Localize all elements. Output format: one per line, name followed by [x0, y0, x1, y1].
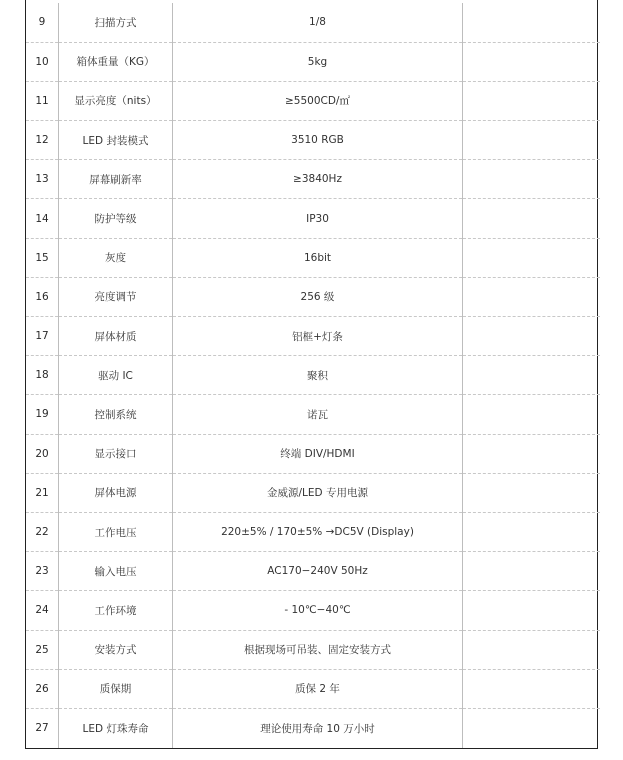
- row-number-cell: 11: [26, 81, 59, 120]
- remark-cell: [463, 199, 601, 238]
- spec-table-frame: [25, 0, 598, 749]
- spec-table-body: [26, 3, 600, 748]
- table-row: [26, 591, 600, 630]
- remark-cell: [463, 81, 601, 120]
- parameter-value-cell: 1/8: [173, 3, 463, 42]
- table-row: [26, 395, 600, 434]
- table-row: [26, 356, 600, 395]
- table-row: [26, 199, 600, 238]
- table-row: [26, 121, 600, 160]
- remark-cell: [463, 552, 601, 591]
- table-row: [26, 512, 600, 551]
- parameter-value-cell: 诺瓦: [173, 395, 463, 434]
- parameter-name-cell: 工作环境: [59, 591, 173, 630]
- parameter-name-cell: 显示接口: [59, 434, 173, 473]
- row-number-cell: 13: [26, 160, 59, 199]
- row-number-cell: 12: [26, 121, 59, 160]
- row-number-cell: 27: [26, 708, 59, 747]
- parameter-name-cell: 质保期: [59, 669, 173, 708]
- parameter-value-cell: 铝框+灯条: [173, 317, 463, 356]
- parameter-name-cell: 屏体材质: [59, 317, 173, 356]
- parameter-name-cell: 亮度调节: [59, 277, 173, 316]
- remark-cell: [463, 395, 601, 434]
- table-row: [26, 630, 600, 669]
- table-row: [26, 42, 600, 81]
- table-row: [26, 277, 600, 316]
- parameter-value-cell: IP30: [173, 199, 463, 238]
- row-number-cell: 19: [26, 395, 59, 434]
- table-row: [26, 81, 600, 120]
- parameter-name-cell: 灰度: [59, 238, 173, 277]
- table-row: [26, 317, 600, 356]
- table-row: [26, 552, 600, 591]
- row-number-cell: 16: [26, 277, 59, 316]
- spec-table: [26, 3, 600, 748]
- row-number-cell: 20: [26, 434, 59, 473]
- parameter-value-cell: 金威源/LED 专用电源: [173, 473, 463, 512]
- parameter-name-cell: 屏幕刷新率: [59, 160, 173, 199]
- parameter-value-cell: ≥3840Hz: [173, 160, 463, 199]
- parameter-name-cell: 箱体重量（KG）: [59, 42, 173, 81]
- table-row: [26, 669, 600, 708]
- parameter-value-cell: 220±5% / 170±5% →DC5V (Display): [173, 512, 463, 551]
- parameter-value-cell: 聚积: [173, 356, 463, 395]
- remark-cell: [463, 669, 601, 708]
- parameter-value-cell: 根据现场可吊装、固定安装方式: [173, 630, 463, 669]
- remark-cell: [463, 630, 601, 669]
- parameter-name-cell: 安装方式: [59, 630, 173, 669]
- parameter-name-cell: LED 灯珠寿命: [59, 708, 173, 747]
- remark-cell: [463, 708, 601, 747]
- remark-cell: [463, 238, 601, 277]
- remark-cell: [463, 42, 601, 81]
- parameter-name-cell: 防护等级: [59, 199, 173, 238]
- parameter-value-cell: ≥5500CD/㎡: [173, 81, 463, 120]
- parameter-name-cell: 工作电压: [59, 512, 173, 551]
- remark-cell: [463, 512, 601, 551]
- row-number-cell: 10: [26, 42, 59, 81]
- remark-cell: [463, 591, 601, 630]
- table-row: [26, 434, 600, 473]
- row-number-cell: 17: [26, 317, 59, 356]
- parameter-value-cell: AC170−240V 50Hz: [173, 552, 463, 591]
- parameter-name-cell: 输入电压: [59, 552, 173, 591]
- row-number-cell: 26: [26, 669, 59, 708]
- table-row: [26, 238, 600, 277]
- parameter-name-cell: 控制系统: [59, 395, 173, 434]
- remark-cell: [463, 356, 601, 395]
- parameter-value-cell: 终端 DIV/HDMI: [173, 434, 463, 473]
- remark-cell: [463, 121, 601, 160]
- remark-cell: [463, 277, 601, 316]
- parameter-value-cell: 理论使用寿命 10 万小时: [173, 708, 463, 747]
- parameter-name-cell: 屏体电源: [59, 473, 173, 512]
- row-number-cell: 15: [26, 238, 59, 277]
- parameter-value-cell: 5kg: [173, 42, 463, 81]
- row-number-cell: 24: [26, 591, 59, 630]
- parameter-name-cell: LED 封装模式: [59, 121, 173, 160]
- parameter-name-cell: 显示亮度（nits）: [59, 81, 173, 120]
- parameter-value-cell: 256 级: [173, 277, 463, 316]
- table-row: [26, 708, 600, 747]
- table-row: [26, 160, 600, 199]
- remark-cell: [463, 473, 601, 512]
- remark-cell: [463, 160, 601, 199]
- remark-cell: [463, 317, 601, 356]
- row-number-cell: 14: [26, 199, 59, 238]
- parameter-value-cell: 16bit: [173, 238, 463, 277]
- remark-cell: [463, 434, 601, 473]
- parameter-value-cell: 3510 RGB: [173, 121, 463, 160]
- parameter-value-cell: - 10℃−40℃: [173, 591, 463, 630]
- row-number-cell: 22: [26, 512, 59, 551]
- row-number-cell: 23: [26, 552, 59, 591]
- table-row: [26, 3, 600, 42]
- row-number-cell: 21: [26, 473, 59, 512]
- parameter-name-cell: 驱动 IC: [59, 356, 173, 395]
- parameter-value-cell: 质保 2 年: [173, 669, 463, 708]
- table-row: [26, 473, 600, 512]
- row-number-cell: 9: [26, 3, 59, 42]
- parameter-name-cell: 扫描方式: [59, 3, 173, 42]
- remark-cell: [463, 3, 601, 42]
- row-number-cell: 18: [26, 356, 59, 395]
- row-number-cell: 25: [26, 630, 59, 669]
